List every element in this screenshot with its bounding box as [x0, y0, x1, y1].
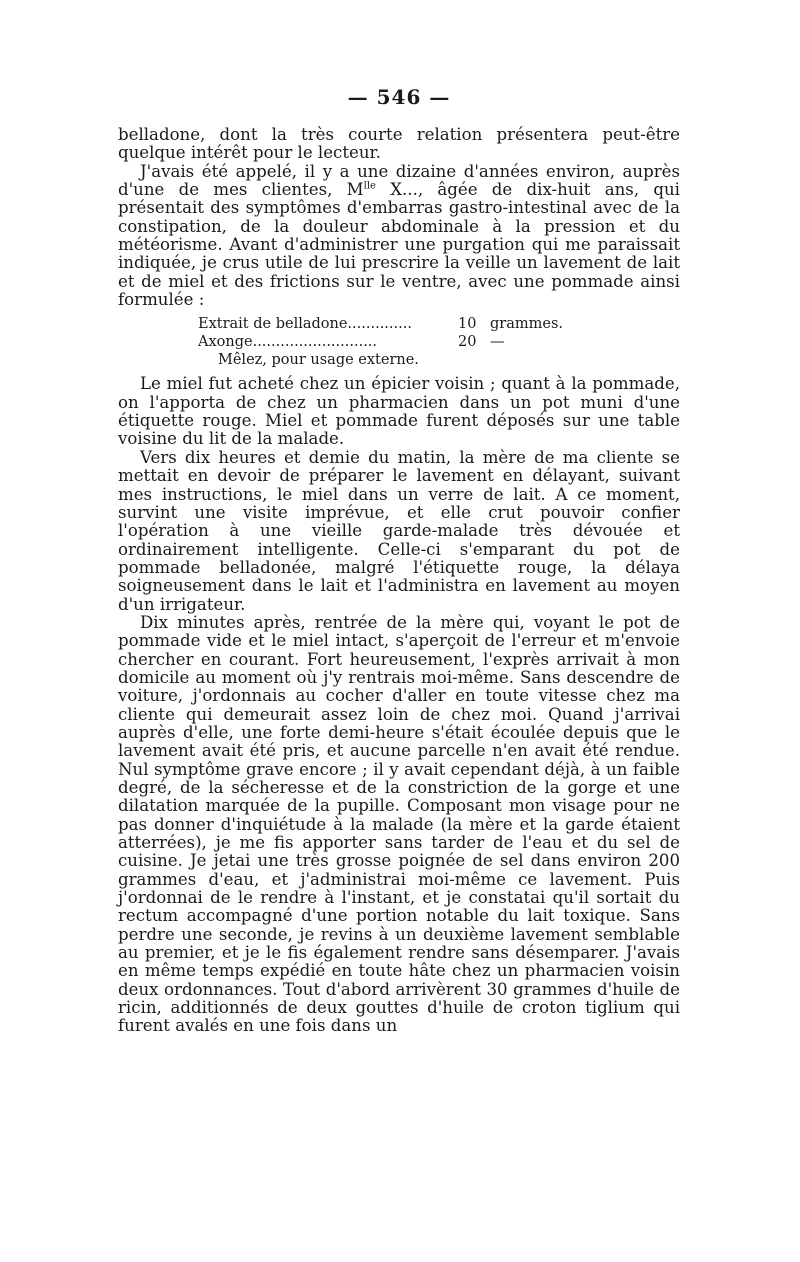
document-page — [118, 86, 680, 1036]
superscript-abbrev: lle — [363, 180, 376, 192]
paragraph-text: X..., âgée de dix-huit ans, qui présentait des symptômes d'embarras gastro-intestinal avec de la constipation, de la douleur abdominale à la pression et du météorisme. Avant d'administrer une purgation qui me paraissait indiquée, je crus utile de lui prescrire la veille un lavement de lait et de miel et des frictions sur le ventre, avec une pommade ainsi formulée : — [118, 180, 680, 310]
ingredient-amount: 10 — [458, 316, 477, 333]
paragraph-continuation: belladone, dont la très courte relation présentera peut-être quelque intérêt pour le lecteur. — [118, 125, 680, 163]
prescription-formula — [198, 315, 680, 369]
paragraph-purchase: Le miel fut acheté chez un épicier voisin ; quant à la pommade, on l'apporta de chez un pharmacien dans un pot muni d'une étiquette rouge. Miel et pommade furent déposés sur une table voisine du lit de la malade. — [118, 374, 680, 449]
paragraph-case-intro — [118, 163, 680, 310]
paragraph-error: Vers dix heures et demie du matin, la mère de ma cliente se mettait en devoir de préparer le lavement en délayant, suivant mes instructions, le miel dans un verre de lait. A ce moment, survint une visite imprévue, et elle crut pouvoir confier l'opération à une vieille garde-malade très dévouée et ordinairement intelligente. Celle-ci s'emparant du pot de pommade belladonée, malgré l'étiquette rouge, la délaya soigneusement dans le lait et l'administra en lavement au moyen d'un irrigateur. — [118, 447, 680, 614]
prescription-row — [198, 333, 680, 351]
ingredient-unit: grammes. — [490, 316, 563, 333]
ingredient-unit: — — [490, 334, 505, 351]
ingredient-name: Axonge........................... — [198, 334, 378, 351]
paragraph-treatment: Dix minutes après, rentrée de la mère qui, voyant le pot de pommade vide et le miel intact, s'aperçoit de l'erreur et m'envoie chercher en courant. Fort heureusement, l'exprès arrivait à mon domicile au moment où j'y rentrais moi-même. Sans descendre de voiture, j'ordonnais au cocher d'aller en toute vitesse chez ma cliente qui demeurait assez loin de chez moi. Quand j'arrivai auprès d'elle, une forte demi-heure s'était écoulée depuis que le lavement avait été pris, et aucune parcelle n'en avait été rendue. Nul symptôme grave encore ; il y avait cependant déjà, à un faible degré, de la sécheresse et de la constriction de la gorge et une dilatation marquée de la pupille. Composant mon visage pour ne pas donner d'inquiétude à la malade (la mère et la garde étaient atterrées), je me fis apporter sans tarder de l'eau et du sel de cuisine. Je jetai une très grosse poignée de sel dans environ 200 grammes d'eau, et j'administrai moi-même ce lavement. Puis j'ordonnai de le rendre à l'instant, et je constatai qu'il sortait du rectum accompagné d'une portion notable du lait toxique. Sans perdre une seconde, je revins à un deuxième lavement semblable au premier, et je le fis également rendre sans désemparer. J'avais en même temps expédié en toute hâte chez un pharmacien voisin deux ordonnances. Tout d'abord arrivèrent 30 grammes d'huile de ricin, additionnés de deux gouttes d'huile de croton tiglium qui furent avalés en une fois dans un — [118, 612, 680, 1036]
prescription-instruction: Mêlez, pour usage externe. — [218, 352, 419, 369]
page-number: — 546 — — [347, 85, 451, 109]
ingredient-amount: 20 — [458, 334, 477, 351]
paragraph-text: J'avais été appelé, il y a une dizaine d'années environ, auprès d'une de mes clientes, M — [118, 161, 680, 200]
prescription-row — [198, 315, 680, 333]
ingredient-name: Extrait de belladone.............. — [198, 316, 412, 333]
